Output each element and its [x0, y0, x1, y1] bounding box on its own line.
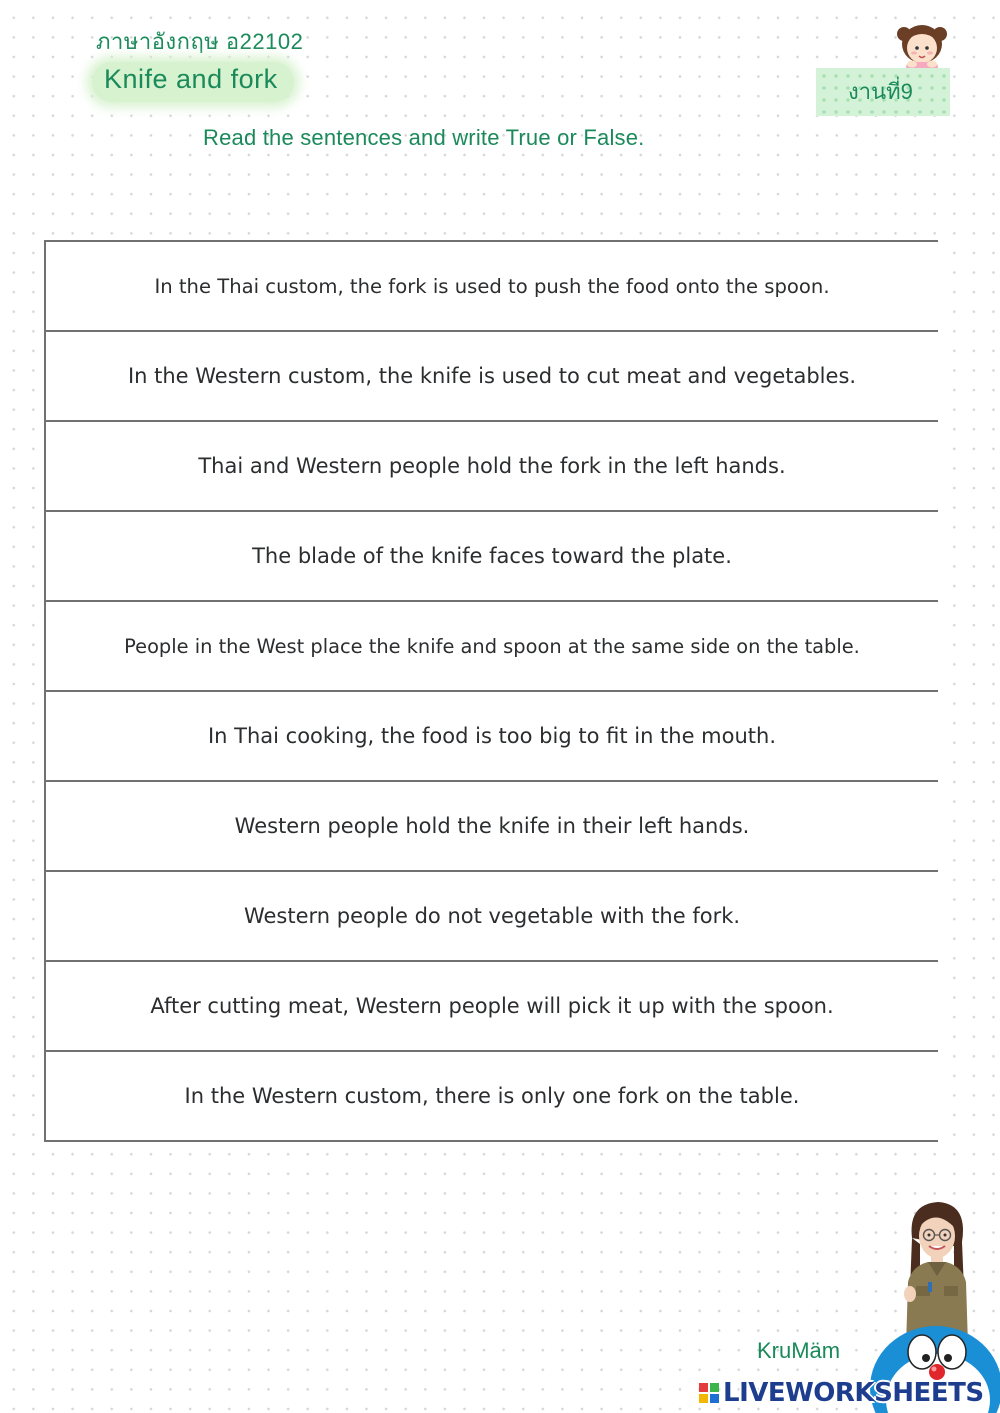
- task-number-label: งานที่9: [848, 79, 913, 104]
- liveworksheets-grid-icon: [698, 1382, 720, 1404]
- sentence-row-1[interactable]: In the Thai custom, the fork is used to push the food onto the spoon.: [46, 242, 938, 332]
- sentence-table: [44, 240, 938, 1142]
- worksheet-title: Knife and fork: [104, 64, 278, 94]
- sentence-row-10[interactable]: In the Western custom, there is only one fork on the table.: [46, 1052, 938, 1142]
- subject-code: ภาษาอังกฤษ อ22102: [96, 29, 304, 54]
- liveworksheets-logo[interactable]: [698, 1378, 984, 1408]
- sentence-row-6[interactable]: In Thai cooking, the food is too big to fit in the mouth.: [46, 692, 938, 782]
- sentence-row-3[interactable]: Thai and Western people hold the fork in the left hands.: [46, 422, 938, 512]
- liveworksheets-brand: LIVEWORKSHEETS: [723, 1378, 984, 1408]
- sentence-row-4[interactable]: The blade of the knife faces toward the plate.: [46, 512, 938, 602]
- sentence-row-2[interactable]: In the Western custom, the knife is used to cut meat and vegetables.: [46, 332, 938, 422]
- author-signature: KruMäm: [757, 1338, 841, 1363]
- sentence-row-5[interactable]: People in the West place the knife and spoon at the same side on the table.: [46, 602, 938, 692]
- sentence-row-7[interactable]: Western people hold the knife in their left hands.: [46, 782, 938, 872]
- instruction-text: Read the sentences and write True or False.: [203, 125, 645, 150]
- sentence-row-8[interactable]: Western people do not vegetable with the fork.: [46, 872, 938, 962]
- sentence-row-9[interactable]: After cutting meat, Western people will pick it up with the spoon.: [46, 962, 938, 1052]
